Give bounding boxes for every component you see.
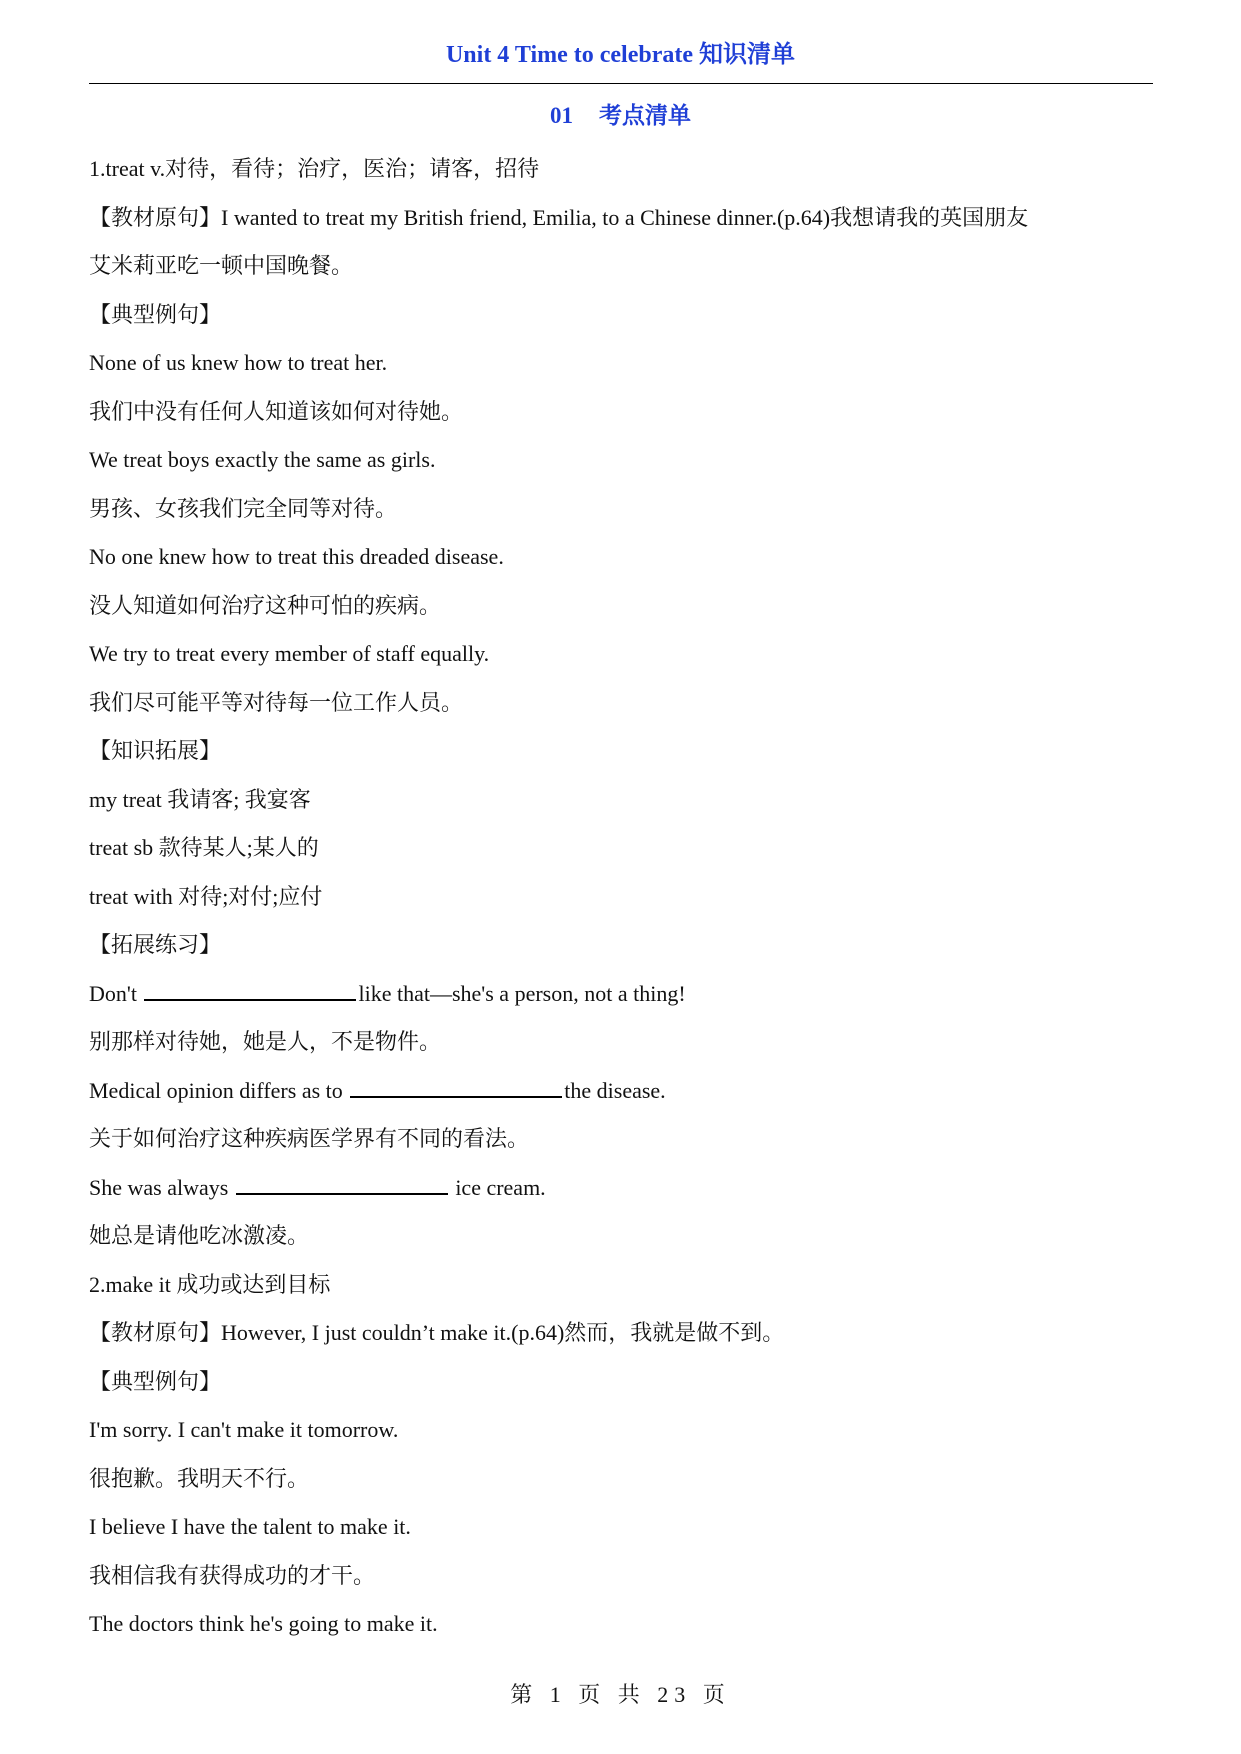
- phrase-item: my treat 我请客; 我宴客: [89, 786, 311, 812]
- example-sentence-zh: 我们尽可能平等对待每一位工作人员。: [89, 689, 464, 715]
- exercise-text-before: Medical opinion differs as to: [89, 1077, 349, 1103]
- section-title: 考点清单: [599, 103, 691, 128]
- exercise-sentence: [89, 1164, 1153, 1213]
- example-sentence-zh: 我们中没有任何人知道该如何对待她。: [89, 398, 464, 424]
- exercise-translation: 别那样对待她，她是人，不是物件。: [89, 1029, 442, 1054]
- document-body: [89, 145, 1153, 1649]
- answer-blank[interactable]: [350, 1076, 562, 1098]
- answer-blank[interactable]: [144, 979, 356, 1001]
- phrase-item: treat with 对待;对付;应付: [89, 883, 323, 909]
- extension-practice-label: 【拓展练习】: [89, 932, 222, 957]
- example-sentence-zh: 没人知道如何治疗这种可怕的疾病。: [89, 592, 442, 618]
- example-sentence-en: We try to treat every member of staff equally.: [89, 641, 490, 666]
- example-sentence-zh: 很抱歉。我明天不行。: [89, 1465, 310, 1491]
- example-sentence-zh: 男孩、女孩我们完全同等对待。: [89, 495, 398, 521]
- example-sentences-label: 【典型例句】: [89, 301, 222, 327]
- exercise-text-before: Don't: [89, 980, 143, 1006]
- exercise-translation: 她总是请他吃冰激凌。: [89, 1223, 310, 1248]
- exercise-text-after: the disease.: [564, 1077, 666, 1103]
- textbook-sentence-line: 【教材原句】However, I just couldn’t make it.(p.64)然而，我就是做不到。: [89, 1320, 785, 1345]
- entry-heading-make-it: 2.make it 成功或达到目标: [89, 1271, 331, 1297]
- example-sentence-en: None of us knew how to treat her.: [89, 350, 388, 375]
- example-sentence-en: I'm sorry. I can't make it tomorrow.: [89, 1417, 399, 1442]
- exercise-sentence: [89, 970, 1153, 1019]
- document-header-title: Unit 4 Time to celebrate 知识清单: [445, 42, 796, 68]
- example-sentence-en: No one knew how to treat this dreaded disease.: [89, 544, 504, 569]
- example-sentence-en: The doctors think he's going to make it.: [89, 1611, 438, 1636]
- textbook-sentence-continuation: 艾米莉亚吃一顿中国晚餐。: [89, 253, 354, 278]
- phrase-item: treat sb 款待某人;某人的: [89, 835, 319, 860]
- textbook-sentence-line: 【教材原句】I wanted to treat my British friend, Emilia, to a Chinese dinner.(p.64)我想请我的英国朋友: [89, 204, 1029, 230]
- header-divider: [89, 83, 1153, 84]
- example-sentence-en: We treat boys exactly the same as girls.: [89, 447, 436, 472]
- example-sentences-label: 【典型例句】: [89, 1368, 222, 1394]
- example-sentence-en: I believe I have the talent to make it.: [89, 1514, 411, 1539]
- entry-heading-treat: 1.treat v.对待，看待；治疗，医治；请客，招待: [89, 156, 540, 181]
- section-heading: [0, 97, 1241, 130]
- exercise-sentence: [89, 1067, 1153, 1116]
- exercise-text-after: ice cream.: [449, 1174, 546, 1200]
- page-number-footer: 第 1 页 共 23 页: [510, 1682, 731, 1707]
- exercise-text-before: She was always: [89, 1174, 234, 1200]
- example-sentence-zh: 我相信我有获得成功的才干。: [89, 1562, 376, 1588]
- section-number: 01: [550, 103, 573, 128]
- exercise-translation: 关于如何治疗这种疾病医学界有不同的看法。: [89, 1126, 530, 1151]
- knowledge-extension-label: 【知识拓展】: [89, 738, 222, 763]
- exercise-text-after: like that—she's a person, not a thing!: [358, 980, 686, 1006]
- answer-blank[interactable]: [236, 1173, 448, 1195]
